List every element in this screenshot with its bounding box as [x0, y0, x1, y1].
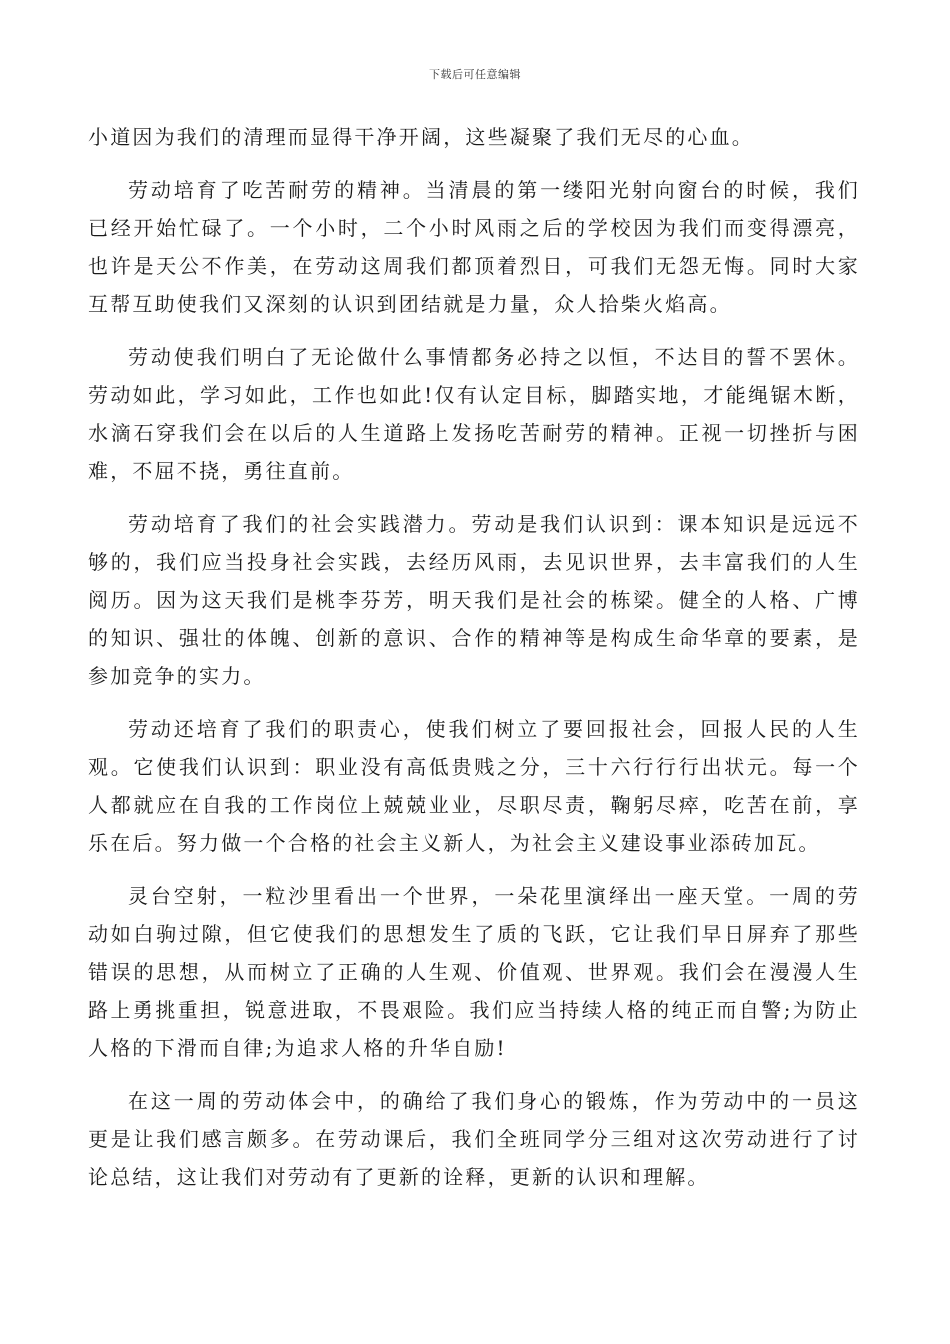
paragraph: 劳动使我们明白了无论做什么事情都务必持之以恒，不达目的誓不罢休。劳动如此，学习如此，工作也如此!仅有认定目标，脚踏实地，才能绳锯木断，水滴石穿我们会在以后的人生道路上发扬吃苦耐劳的精神。正视一切挫折与困难，不屈不挠，勇往直前。 — [88, 345, 860, 483]
document-body — [88, 118, 860, 1211]
paragraph: 劳动培育了吃苦耐劳的精神。当清晨的第一缕阳光射向窗台的时候，我们已经开始忙碌了。一个小时，二个小时风雨之后的学校因为我们而变得漂亮，也许是天公不作美，在劳动这周我们都顶着烈日，可我们无怨无悔。同时大家互帮互助使我们又深刻的认识到团结就是力量，众人拾柴火焰高。 — [88, 178, 860, 316]
paragraph: 劳动还培育了我们的职责心，使我们树立了要回报社会，回报人民的人生观。它使我们认识到：职业没有高低贵贱之分，三十六行行行出状元。每一个人都就应在自我的工作岗位上兢兢业业，尽职尽责，鞠躬尽瘁，吃苦在前，享乐在后。努力做一个合格的社会主义新人，为社会主义建设事业添砖加瓦。 — [88, 717, 860, 855]
paragraph-continuation: 小道因为我们的清理而显得干净开阔，这些凝聚了我们无尽的心血。 — [88, 125, 754, 149]
paragraph: 灵台空射，一粒沙里看出一个世界，一朵花里演绎出一座天堂。一周的劳动如白驹过隙，但它使我们的思想发生了质的飞跃，它让我们早日屏弃了那些错误的思想，从而树立了正确的人生观、价值观、世界观。我们会在漫漫人生路上勇挑重担，锐意进取，不畏艰险。我们应当持续人格的纯正而自警;为防止人格的下滑而自律;为追求人格的升华自励! — [88, 884, 860, 1060]
page-header: 下载后可任意编辑 — [429, 68, 521, 81]
paragraph: 劳动培育了我们的社会实践潜力。劳动是我们认识到：课本知识是远远不够的，我们应当投身社会实践，去经历风雨，去见识世界，去丰富我们的人生阅历。因为这天我们是桃李芬芳，明天我们是社会的栋梁。健全的人格、广博的知识、强壮的体魄、创新的意识、合作的精神等是构成生命华章的要素，是参加竞争的实力。 — [88, 512, 860, 688]
paragraph: 在这一周的劳动体会中，的确给了我们身心的锻炼，作为劳动中的一员这更是让我们感言颇多。在劳动课后，我们全班同学分三组对这次劳动进行了讨论总结，这让我们对劳动有了更新的诠释，更新的认识和理解。 — [88, 1089, 860, 1189]
